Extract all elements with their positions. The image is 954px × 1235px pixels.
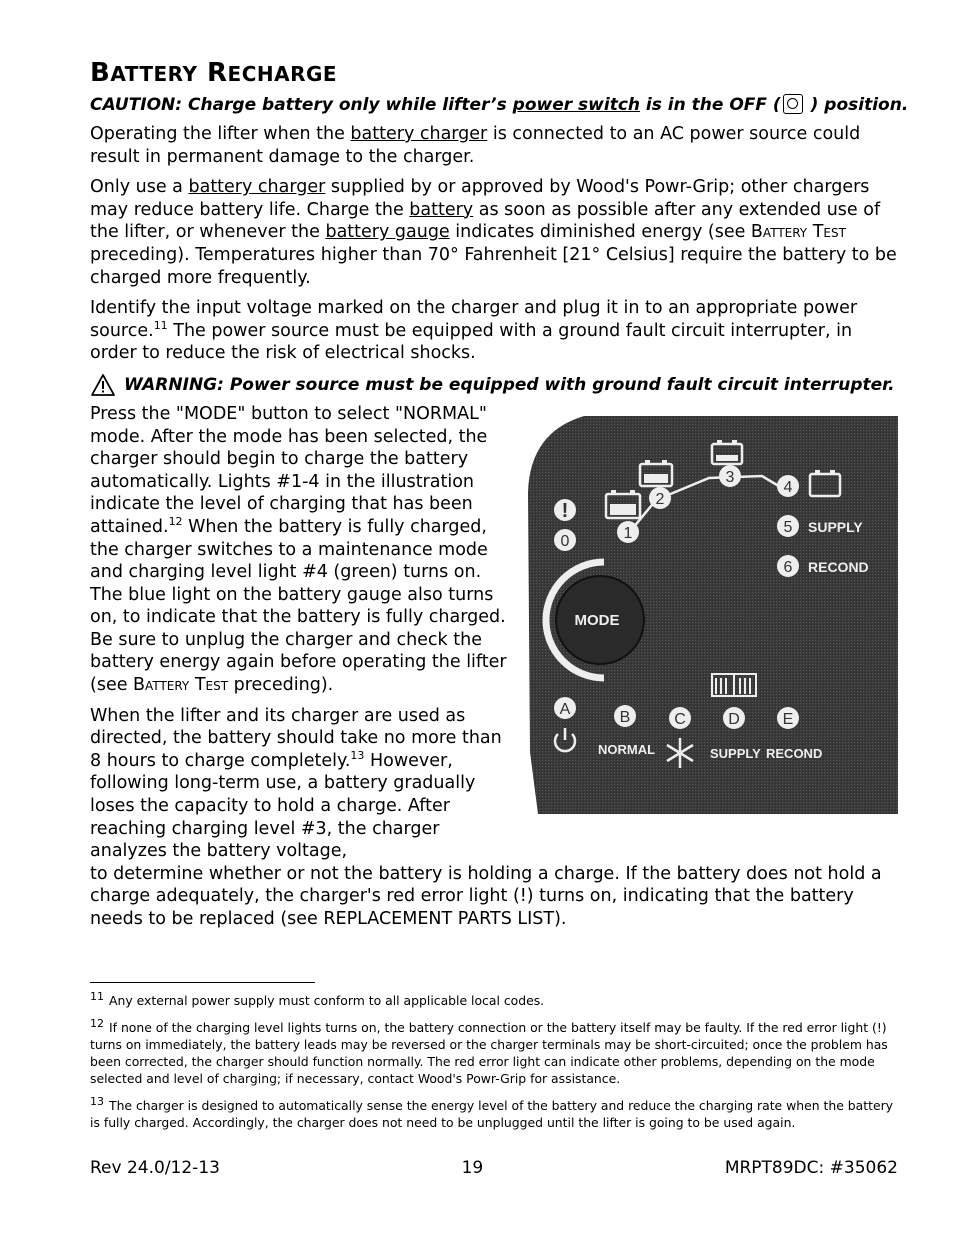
paragraph-5a: When the lifter and its charger are used as directed, the battery should take no more than 8 hours to charge completely.$^{13}$ However, following long-term use, a battery gradually loses the capacity to hold a charge. After reaching charging level #3, the charger analyzes the battery voltage, <box>90 705 502 862</box>
level-2-label: 2 <box>655 491 665 508</box>
document-id: MRPT89DC: #35062 <box>724 1158 898 1178</box>
warning-note: WARNING: Power source must be equipped with ground fault circuit interrupter. <box>90 373 898 397</box>
page-footer <box>90 1158 898 1178</box>
level-1-label: 1 <box>623 525 633 542</box>
mode-button-label: MODE <box>574 612 620 629</box>
footnote-11: $^{11}$ Any external power supply must conform to all applicable local codes. <box>90 989 545 1008</box>
battery-charger-link[interactable]: battery charger <box>350 124 488 144</box>
recond-label-2: RECOND <box>766 746 823 761</box>
zero-light-label: 0 <box>560 533 570 550</box>
footnote-ref-11: 11 <box>153 318 168 332</box>
section-heading: BATTERY RECHARGE <box>90 58 338 88</box>
level-3-label: 3 <box>725 469 735 486</box>
paragraph-5b: to determine whether or not the battery is holding a charge. If the battery does not hold a charge adequately, the charger's red error light (!) turns on, indicating that the battery needs to be replaced (see REPLACEMENT PARTS LIST). <box>90 863 882 929</box>
footnote-divider <box>90 982 315 983</box>
normal-label: NORMAL <box>598 742 656 757</box>
paragraph-4: Press the "MODE" button to select "NORMAL" mode. After the mode has been selected, the charger should begin to charge the battery automatically. Lights #1-4 in the illustration indicate the level of charging that has been attained.$^{12}$ When the battery is fully charged, the charger switches to a maintenance mode and charging level light #4 (green) turns on. The blue light on the battery gauge also turns on, to indicate that the battery is fully charged. Be sure to unplug the charger and check the battery energy again before operating the lifter (see Battery Test preceding). <box>90 403 507 696</box>
battery-gauge-link[interactable]: battery gauge <box>325 222 450 243</box>
footnote-13: $^{13}$ The charger is designed to automatically sense the energy level of the battery and reduce the charging rate when the battery is fully charged. Accordingly, the charger does not need to be unplugged until the lifter is going to be used again. <box>90 1094 894 1130</box>
battery-test-ref: Battery Test <box>133 675 229 696</box>
light-e-label: E <box>782 711 794 728</box>
light-b-label: B <box>619 709 631 726</box>
supply-label: SUPPLY <box>808 519 863 535</box>
level-4-label: 4 <box>783 479 793 496</box>
error-light-label: ! <box>561 500 569 522</box>
light-c-label: C <box>674 711 686 728</box>
power-switch-link[interactable]: power switch <box>512 95 641 115</box>
page-number: 19 <box>461 1158 484 1178</box>
footnote-ref-12: 12 <box>168 515 183 529</box>
footnote-ref-13: 13 <box>350 749 365 763</box>
light-a-label: A <box>559 701 571 718</box>
charger-panel-illustration <box>524 412 898 816</box>
warning-triangle-icon <box>90 373 116 397</box>
supply-label-2: SUPPLY <box>710 746 761 761</box>
battery-link[interactable]: battery <box>409 199 474 220</box>
recond-label: RECOND <box>808 559 869 575</box>
paragraph-2: Only use a battery charger supplied by or approved by Wood's Powr-Grip; other chargers may reduce battery life. Charge the battery as soon as possible after any extended use of the lifter, or whenever the battery gauge indicates diminished energy (see Battery Test preceding). Temperatures higher than 70° Fahrenheit [21° Celsius] require the battery to be charged more frequently. <box>90 177 897 288</box>
light-5-label: 5 <box>783 519 793 536</box>
footnotes <box>90 989 898 1141</box>
battery-test-ref: Battery Test <box>750 222 846 243</box>
charger-panel-svg <box>524 412 898 816</box>
caution-note: CAUTION: Charge battery only while lifter’s power switch is in the OFF ( ) position. <box>90 95 909 115</box>
off-position-icon <box>783 94 803 114</box>
light-6-label: 6 <box>783 559 793 576</box>
light-d-label: D <box>728 711 740 728</box>
revision-label: Rev 24.0/12-13 <box>90 1158 220 1178</box>
battery-charger-link[interactable]: battery charger <box>188 177 326 198</box>
footnote-12: $^{12}$ If none of the charging level lights turns on, the battery connection or the battery itself may be faulty. If the red error light (!) turns on immediately, the battery leads may be reversed or the charger terminals may be short-circuited; once the problem has been corrected, the charger should function normally. The red error light can indicate other problems, depending on the mode selected and level of charging; if necessary, contact Wood's Powr-Grip for assistance. <box>90 1016 888 1086</box>
paragraph-3: Identify the input voltage marked on the charger and plug it in to an appropriate power source.$^{11}$ The power source must be equipped with a ground fault circuit interrupter, in order to reduce the risk of electrical shocks. <box>90 298 858 364</box>
paragraph-1: Operating the lifter when the battery charger is connected to an AC power source could result in permanent damage to the charger. <box>90 124 861 167</box>
